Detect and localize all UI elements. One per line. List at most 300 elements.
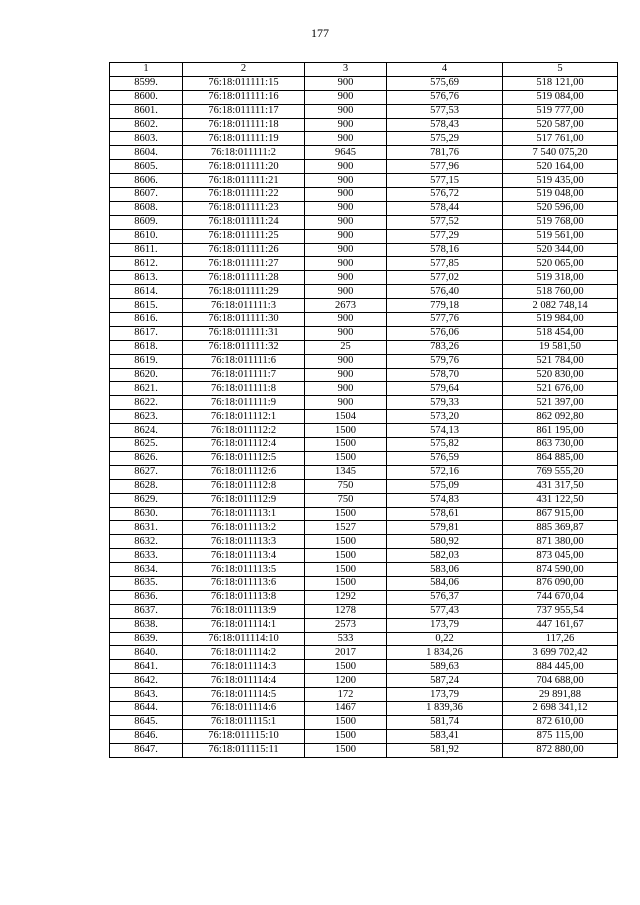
value-cell: 117,26	[503, 632, 618, 646]
table-row	[110, 271, 618, 285]
column-number-row	[110, 63, 618, 77]
rate-cell: 577,52	[387, 215, 503, 229]
table-row	[110, 396, 618, 410]
row-number-cell: 8646.	[110, 729, 183, 743]
value-cell: 875 115,00	[503, 729, 618, 743]
value-cell: 872 880,00	[503, 743, 618, 757]
row-number-cell: 8637.	[110, 604, 183, 618]
row-number-cell: 8647.	[110, 743, 183, 757]
cadastral-number-cell: 76:18:011111:16	[183, 90, 305, 104]
table-row	[110, 326, 618, 340]
area-cell: 1500	[305, 424, 387, 438]
area-cell: 900	[305, 160, 387, 174]
area-cell: 900	[305, 132, 387, 146]
area-cell: 750	[305, 479, 387, 493]
rate-cell: 577,76	[387, 313, 503, 327]
value-cell: 885 369,87	[503, 521, 618, 535]
value-cell: 519 561,00	[503, 229, 618, 243]
table-row	[110, 563, 618, 577]
table-row	[110, 160, 618, 174]
rate-cell: 576,59	[387, 451, 503, 465]
area-cell: 900	[305, 104, 387, 118]
value-cell: 704 688,00	[503, 674, 618, 688]
cadastral-number-cell: 76:18:011111:20	[183, 160, 305, 174]
row-number-cell: 8600.	[110, 90, 183, 104]
cadastral-number-cell: 76:18:011111:25	[183, 229, 305, 243]
cadastral-number-cell: 76:18:011114:6	[183, 701, 305, 715]
value-cell: 521 397,00	[503, 396, 618, 410]
cadastral-number-cell: 76:18:011112:8	[183, 479, 305, 493]
area-cell: 1500	[305, 729, 387, 743]
table-row	[110, 76, 618, 90]
row-number-cell: 8622.	[110, 396, 183, 410]
table-row	[110, 701, 618, 715]
value-cell: 518 121,00	[503, 76, 618, 90]
table-row	[110, 521, 618, 535]
cadastral-number-cell: 76:18:011111:29	[183, 285, 305, 299]
rate-cell: 779,18	[387, 299, 503, 313]
row-number-cell: 8608.	[110, 201, 183, 215]
row-number-cell: 8632.	[110, 535, 183, 549]
row-number-cell: 8628.	[110, 479, 183, 493]
row-number-cell: 8643.	[110, 688, 183, 702]
rate-cell: 581,74	[387, 715, 503, 729]
cadastral-number-cell: 76:18:011114:10	[183, 632, 305, 646]
rate-cell: 584,06	[387, 576, 503, 590]
cadastral-number-cell: 76:18:011111:23	[183, 201, 305, 215]
rate-cell: 576,40	[387, 285, 503, 299]
cadastral-number-cell: 76:18:011115:11	[183, 743, 305, 757]
row-number-cell: 8623.	[110, 410, 183, 424]
area-cell: 900	[305, 382, 387, 396]
table-row	[110, 354, 618, 368]
cadastral-number-cell: 76:18:011111:26	[183, 243, 305, 257]
value-cell: 520 596,00	[503, 201, 618, 215]
rate-cell: 578,43	[387, 118, 503, 132]
row-number-cell: 8606.	[110, 174, 183, 188]
area-cell: 25	[305, 340, 387, 354]
cadastral-number-cell: 76:18:011112:1	[183, 410, 305, 424]
value-cell: 19 581,50	[503, 340, 618, 354]
table-row	[110, 299, 618, 313]
cadastral-number-cell: 76:18:011111:7	[183, 368, 305, 382]
area-cell: 2673	[305, 299, 387, 313]
cadastral-number-cell: 76:18:011111:15	[183, 76, 305, 90]
table-row	[110, 132, 618, 146]
cadastral-number-cell: 76:18:011113:5	[183, 563, 305, 577]
table-row	[110, 313, 618, 327]
rate-cell: 579,33	[387, 396, 503, 410]
value-cell: 3 699 702,42	[503, 646, 618, 660]
rate-cell: 575,69	[387, 76, 503, 90]
value-cell: 744 670,04	[503, 590, 618, 604]
rate-cell: 576,72	[387, 188, 503, 202]
cadastral-number-cell: 76:18:011115:10	[183, 729, 305, 743]
cadastral-number-cell: 76:18:011113:3	[183, 535, 305, 549]
rate-cell: 576,06	[387, 326, 503, 340]
value-cell: 518 454,00	[503, 326, 618, 340]
rate-cell: 577,15	[387, 174, 503, 188]
table-row	[110, 493, 618, 507]
row-number-cell: 8610.	[110, 229, 183, 243]
cadastral-number-cell: 76:18:011111:18	[183, 118, 305, 132]
rate-cell: 1 839,36	[387, 701, 503, 715]
rate-cell: 577,02	[387, 271, 503, 285]
rate-cell: 581,92	[387, 743, 503, 757]
area-cell: 900	[305, 215, 387, 229]
table-row	[110, 549, 618, 563]
area-cell: 900	[305, 90, 387, 104]
rate-cell: 583,41	[387, 729, 503, 743]
area-cell: 750	[305, 493, 387, 507]
area-cell: 1504	[305, 410, 387, 424]
table-row	[110, 451, 618, 465]
table-row	[110, 479, 618, 493]
rate-cell: 575,82	[387, 438, 503, 452]
rate-cell: 587,24	[387, 674, 503, 688]
row-number-cell: 8629.	[110, 493, 183, 507]
row-number-cell: 8627.	[110, 465, 183, 479]
area-cell: 900	[305, 354, 387, 368]
area-cell: 1500	[305, 660, 387, 674]
row-number-cell: 8599.	[110, 76, 183, 90]
area-cell: 9645	[305, 146, 387, 160]
value-cell: 29 891,88	[503, 688, 618, 702]
cadastral-number-cell: 76:18:011111:31	[183, 326, 305, 340]
value-cell: 769 555,20	[503, 465, 618, 479]
table-row	[110, 188, 618, 202]
column-header: 2	[183, 63, 305, 77]
value-cell: 864 885,00	[503, 451, 618, 465]
row-number-cell: 8642.	[110, 674, 183, 688]
row-number-cell: 8602.	[110, 118, 183, 132]
rate-cell: 576,37	[387, 590, 503, 604]
table-row	[110, 576, 618, 590]
row-number-cell: 8617.	[110, 326, 183, 340]
row-number-cell: 8611.	[110, 243, 183, 257]
row-number-cell: 8630.	[110, 507, 183, 521]
page-number: 177	[311, 26, 329, 40]
table-row	[110, 340, 618, 354]
row-number-cell: 8635.	[110, 576, 183, 590]
table-row	[110, 201, 618, 215]
area-cell: 2017	[305, 646, 387, 660]
value-cell: 520 164,00	[503, 160, 618, 174]
area-cell: 1500	[305, 535, 387, 549]
area-cell: 1500	[305, 549, 387, 563]
rate-cell: 576,76	[387, 90, 503, 104]
value-cell: 871 380,00	[503, 535, 618, 549]
value-cell: 861 195,00	[503, 424, 618, 438]
row-number-cell: 8624.	[110, 424, 183, 438]
row-number-cell: 8612.	[110, 257, 183, 271]
area-cell: 1278	[305, 604, 387, 618]
area-cell: 900	[305, 201, 387, 215]
table-row	[110, 382, 618, 396]
value-cell: 520 830,00	[503, 368, 618, 382]
cadastral-number-cell: 76:18:011114:2	[183, 646, 305, 660]
rate-cell: 578,61	[387, 507, 503, 521]
value-cell: 863 730,00	[503, 438, 618, 452]
value-cell: 520 587,00	[503, 118, 618, 132]
table-row	[110, 229, 618, 243]
table-row	[110, 215, 618, 229]
area-cell: 900	[305, 118, 387, 132]
value-cell: 519 984,00	[503, 313, 618, 327]
cadastral-table	[109, 62, 618, 758]
table-row	[110, 590, 618, 604]
column-header: 4	[387, 63, 503, 77]
value-cell: 884 445,00	[503, 660, 618, 674]
area-cell: 1500	[305, 438, 387, 452]
row-number-cell: 8615.	[110, 299, 183, 313]
value-cell: 2 082 748,14	[503, 299, 618, 313]
area-cell: 900	[305, 174, 387, 188]
area-cell: 2573	[305, 618, 387, 632]
table-row	[110, 285, 618, 299]
rate-cell: 783,26	[387, 340, 503, 354]
value-cell: 518 760,00	[503, 285, 618, 299]
table-row	[110, 729, 618, 743]
table-row	[110, 618, 618, 632]
row-number-cell: 8601.	[110, 104, 183, 118]
row-number-cell: 8605.	[110, 160, 183, 174]
cadastral-number-cell: 76:18:011112:6	[183, 465, 305, 479]
value-cell: 517 761,00	[503, 132, 618, 146]
rate-cell: 173,79	[387, 618, 503, 632]
table-row	[110, 743, 618, 757]
cadastral-number-cell: 76:18:011111:2	[183, 146, 305, 160]
table-row	[110, 674, 618, 688]
table-row	[110, 535, 618, 549]
column-header: 3	[305, 63, 387, 77]
area-cell: 900	[305, 313, 387, 327]
cadastral-number-cell: 76:18:011111:22	[183, 188, 305, 202]
rate-cell: 572,16	[387, 465, 503, 479]
cadastral-number-cell: 76:18:011114:1	[183, 618, 305, 632]
rate-cell: 577,53	[387, 104, 503, 118]
row-number-cell: 8621.	[110, 382, 183, 396]
row-number-cell: 8604.	[110, 146, 183, 160]
rate-cell: 573,20	[387, 410, 503, 424]
area-cell: 900	[305, 368, 387, 382]
rate-cell: 579,76	[387, 354, 503, 368]
row-number-cell: 8626.	[110, 451, 183, 465]
area-cell: 1500	[305, 743, 387, 757]
rate-cell: 781,76	[387, 146, 503, 160]
cadastral-number-cell: 76:18:011112:9	[183, 493, 305, 507]
row-number-cell: 8616.	[110, 313, 183, 327]
area-cell: 1345	[305, 465, 387, 479]
rate-cell: 577,85	[387, 257, 503, 271]
table-row	[110, 465, 618, 479]
value-cell: 520 065,00	[503, 257, 618, 271]
cadastral-number-cell: 76:18:011113:6	[183, 576, 305, 590]
cadastral-number-cell: 76:18:011111:21	[183, 174, 305, 188]
cadastral-number-cell: 76:18:011114:4	[183, 674, 305, 688]
cadastral-number-cell: 76:18:011111:28	[183, 271, 305, 285]
row-number-cell: 8641.	[110, 660, 183, 674]
table-row	[110, 632, 618, 646]
column-header: 5	[503, 63, 618, 77]
area-cell: 1500	[305, 576, 387, 590]
area-cell: 900	[305, 243, 387, 257]
area-cell: 900	[305, 326, 387, 340]
table-row	[110, 90, 618, 104]
row-number-cell: 8634.	[110, 563, 183, 577]
cadastral-number-cell: 76:18:011111:3	[183, 299, 305, 313]
value-cell: 876 090,00	[503, 576, 618, 590]
value-cell: 519 318,00	[503, 271, 618, 285]
value-cell: 7 540 075,20	[503, 146, 618, 160]
value-cell: 431 317,50	[503, 479, 618, 493]
value-cell: 874 590,00	[503, 563, 618, 577]
cadastral-number-cell: 76:18:011112:4	[183, 438, 305, 452]
cadastral-number-cell: 76:18:011112:2	[183, 424, 305, 438]
rate-cell: 580,92	[387, 535, 503, 549]
value-cell: 737 955,54	[503, 604, 618, 618]
column-header: 1	[110, 63, 183, 77]
cadastral-number-cell: 76:18:011115:1	[183, 715, 305, 729]
rate-cell: 577,43	[387, 604, 503, 618]
value-cell: 873 045,00	[503, 549, 618, 563]
value-cell: 520 344,00	[503, 243, 618, 257]
table-body	[110, 76, 618, 757]
cadastral-number-cell: 76:18:011111:19	[183, 132, 305, 146]
table-row	[110, 257, 618, 271]
row-number-cell: 8618.	[110, 340, 183, 354]
area-cell: 900	[305, 285, 387, 299]
row-number-cell: 8633.	[110, 549, 183, 563]
value-cell: 519 435,00	[503, 174, 618, 188]
table-row	[110, 118, 618, 132]
area-cell: 1200	[305, 674, 387, 688]
area-cell: 1500	[305, 451, 387, 465]
cadastral-number-cell: 76:18:011111:24	[183, 215, 305, 229]
area-cell: 1292	[305, 590, 387, 604]
rate-cell: 589,63	[387, 660, 503, 674]
area-cell: 900	[305, 396, 387, 410]
table-row	[110, 438, 618, 452]
area-cell: 1500	[305, 563, 387, 577]
table-row	[110, 688, 618, 702]
rate-cell: 579,81	[387, 521, 503, 535]
row-number-cell: 8645.	[110, 715, 183, 729]
cadastral-number-cell: 76:18:011114:5	[183, 688, 305, 702]
cadastral-number-cell: 76:18:011111:17	[183, 104, 305, 118]
table-row	[110, 715, 618, 729]
row-number-cell: 8603.	[110, 132, 183, 146]
area-cell: 900	[305, 271, 387, 285]
value-cell: 431 122,50	[503, 493, 618, 507]
rate-cell: 0,22	[387, 632, 503, 646]
area-cell: 533	[305, 632, 387, 646]
row-number-cell: 8644.	[110, 701, 183, 715]
value-cell: 519 084,00	[503, 90, 618, 104]
table-row	[110, 410, 618, 424]
rate-cell: 575,29	[387, 132, 503, 146]
value-cell: 447 161,67	[503, 618, 618, 632]
area-cell: 900	[305, 188, 387, 202]
cadastral-number-cell: 76:18:011113:9	[183, 604, 305, 618]
cadastral-number-cell: 76:18:011111:30	[183, 313, 305, 327]
rate-cell: 583,06	[387, 563, 503, 577]
row-number-cell: 8619.	[110, 354, 183, 368]
value-cell: 872 610,00	[503, 715, 618, 729]
table-row	[110, 660, 618, 674]
value-cell: 521 676,00	[503, 382, 618, 396]
value-cell: 519 777,00	[503, 104, 618, 118]
rate-cell: 578,44	[387, 201, 503, 215]
row-number-cell: 8620.	[110, 368, 183, 382]
area-cell: 900	[305, 257, 387, 271]
rate-cell: 579,64	[387, 382, 503, 396]
cadastral-number-cell: 76:18:011113:2	[183, 521, 305, 535]
cadastral-number-cell: 76:18:011111:6	[183, 354, 305, 368]
row-number-cell: 8640.	[110, 646, 183, 660]
cadastral-number-cell: 76:18:011112:5	[183, 451, 305, 465]
table-row	[110, 146, 618, 160]
cadastral-number-cell: 76:18:011113:4	[183, 549, 305, 563]
cadastral-number-cell: 76:18:011113:1	[183, 507, 305, 521]
table-row	[110, 646, 618, 660]
row-number-cell: 8625.	[110, 438, 183, 452]
area-cell: 1527	[305, 521, 387, 535]
table-row	[110, 604, 618, 618]
value-cell: 2 698 341,12	[503, 701, 618, 715]
area-cell: 172	[305, 688, 387, 702]
cadastral-number-cell: 76:18:011111:8	[183, 382, 305, 396]
row-number-cell: 8613.	[110, 271, 183, 285]
table-row	[110, 424, 618, 438]
area-cell: 900	[305, 229, 387, 243]
rate-cell: 574,13	[387, 424, 503, 438]
rate-cell: 578,16	[387, 243, 503, 257]
value-cell: 521 784,00	[503, 354, 618, 368]
area-cell: 1500	[305, 507, 387, 521]
rate-cell: 575,09	[387, 479, 503, 493]
value-cell: 867 915,00	[503, 507, 618, 521]
table-row	[110, 104, 618, 118]
rate-cell: 577,96	[387, 160, 503, 174]
rate-cell: 577,29	[387, 229, 503, 243]
row-number-cell: 8614.	[110, 285, 183, 299]
table-row	[110, 243, 618, 257]
row-number-cell: 8609.	[110, 215, 183, 229]
row-number-cell: 8639.	[110, 632, 183, 646]
value-cell: 519 048,00	[503, 188, 618, 202]
cadastral-number-cell: 76:18:011114:3	[183, 660, 305, 674]
value-cell: 862 092,80	[503, 410, 618, 424]
rate-cell: 574,83	[387, 493, 503, 507]
table-row	[110, 368, 618, 382]
table-row	[110, 174, 618, 188]
cadastral-number-cell: 76:18:011113:8	[183, 590, 305, 604]
row-number-cell: 8631.	[110, 521, 183, 535]
cadastral-number-cell: 76:18:011111:9	[183, 396, 305, 410]
rate-cell: 173,79	[387, 688, 503, 702]
cadastral-number-cell: 76:18:011111:32	[183, 340, 305, 354]
area-cell: 900	[305, 76, 387, 90]
rate-cell: 1 834,26	[387, 646, 503, 660]
table-row	[110, 507, 618, 521]
value-cell: 519 768,00	[503, 215, 618, 229]
area-cell: 1500	[305, 715, 387, 729]
rate-cell: 578,70	[387, 368, 503, 382]
row-number-cell: 8638.	[110, 618, 183, 632]
rate-cell: 582,03	[387, 549, 503, 563]
row-number-cell: 8607.	[110, 188, 183, 202]
